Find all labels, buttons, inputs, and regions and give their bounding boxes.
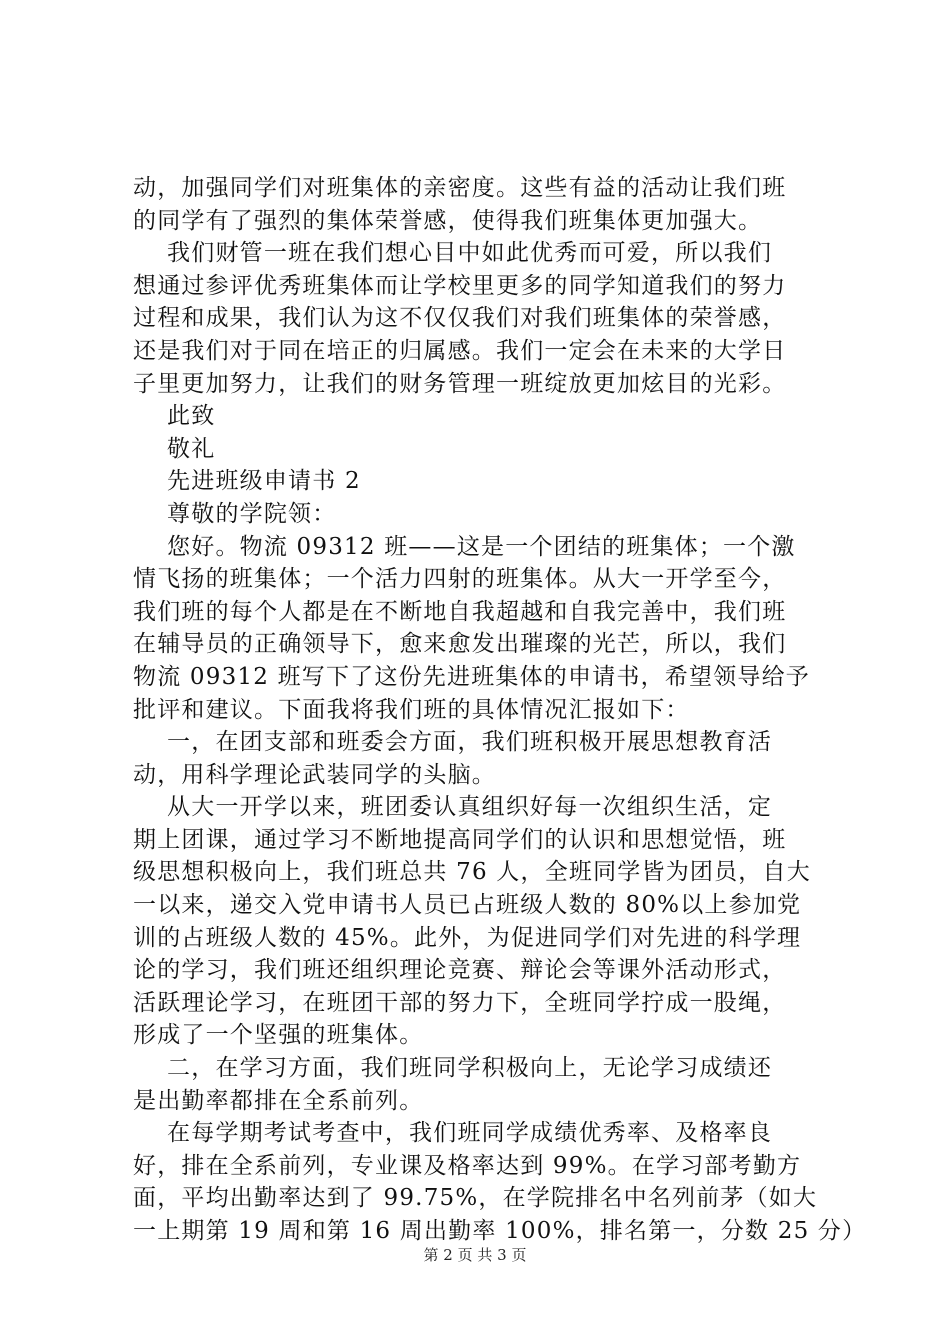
document-body	[133, 172, 867, 1248]
text-line: 情飞扬的班集体；一个活力四射的班集体。从大一开学至今，	[133, 566, 787, 593]
text-line: 过程和成果，我们认为这不仅仅我们对我们班集体的荣誉感，	[133, 305, 787, 332]
text-line: 的同学有了强烈的集体荣誉感，使得我们班集体更加强大。	[133, 207, 763, 234]
text-line: 您好。物流 09312 班——这是一个团结的班集体；一个激	[133, 533, 796, 560]
text-line: 动，用科学理论武装同学的头脑。	[133, 761, 496, 788]
text-line: 尊敬的学院领：	[133, 500, 337, 527]
text-line: 先进班级申请书 2	[133, 468, 361, 495]
text-line: 一，在团支部和班委会方面，我们班积极开展思想教育活	[133, 729, 773, 756]
page-footer: 第 2 页 共 3 页	[423, 1246, 527, 1264]
text-line: 级思想积极向上，我们班总共 76 人，全班同学皆为团员，自大	[133, 859, 811, 886]
text-line: 好，排在全系前列，专业课及格率达到 99%。在学习部考勤方	[133, 1152, 802, 1179]
text-line: 面，平均出勤率达到了 99.75%，在学院排名中名列前茅（如大	[133, 1185, 818, 1212]
text-line: 我们财管一班在我们想心目中如此优秀而可爱，所以我们	[133, 240, 773, 267]
text-line: 在辅导员的正确领导下，愈来愈发出璀璨的光芒，所以，我们	[133, 631, 787, 658]
text-line: 一以来，递交入党申请书人员已占班级人数的 80%以上参加党	[133, 892, 802, 919]
text-line: 二，在学习方面，我们班同学积极向上，无论学习成绩还	[133, 1055, 773, 1082]
text-line: 子里更加努力，让我们的财务管理一班绽放更加炫目的光彩。	[133, 370, 787, 397]
text-line: 期上团课，通过学习不断地提高同学们的认识和思想觉悟，班	[133, 826, 787, 853]
text-line: 一上期第 19 周和第 16 周出勤率 100%，排名第一，分数 25 分）	[133, 1218, 867, 1244]
text-line: 还是我们对于同在培正的归属感。我们一定会在未来的大学日	[133, 337, 787, 364]
text-line: 敬礼	[133, 435, 216, 462]
text-line: 想通过参评优秀班集体而让学校里更多的同学知道我们的努力	[133, 272, 787, 299]
text-line: 形成了一个坚强的班集体。	[133, 1022, 424, 1049]
text-line: 训的占班级人数的 45%。此外，为促进同学们对先进的科学理	[133, 924, 802, 951]
text-line: 活跃理论学习，在班团干部的努力下，全班同学拧成一股绳，	[133, 989, 787, 1016]
text-line: 动，加强同学们对班集体的亲密度。这些有益的活动让我们班	[133, 175, 787, 201]
text-line: 批评和建议。下面我将我们班的具体情况汇报如下：	[133, 696, 690, 723]
text-line: 从大一开学以来，班团委认真组织好每一次组织生活，定	[133, 794, 773, 821]
text-line: 是出勤率都排在全系前列。	[133, 1087, 424, 1114]
text-line: 此致	[133, 403, 216, 430]
text-line: 物流 09312 班写下了这份先进班集体的申请书，希望领导给予	[133, 663, 810, 690]
text-line: 论的学习，我们班还组织理论竞赛、辩论会等课外活动形式，	[133, 957, 787, 984]
text-line: 我们班的每个人都是在不断地自我超越和自我完善中，我们班	[133, 598, 787, 625]
text-line: 在每学期考试考查中，我们班同学成绩优秀率、及格率良	[133, 1120, 773, 1147]
